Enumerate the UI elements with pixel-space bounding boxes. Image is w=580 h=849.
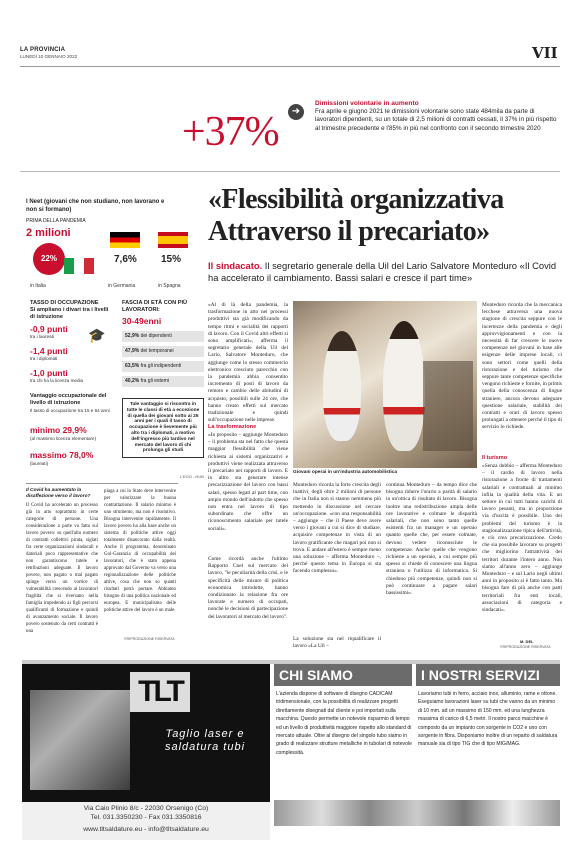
graphic-credit: L'EGO - HUB bbox=[180, 474, 204, 479]
article-column-4: Monteduro ricorda che la meccanica lecchese attraversa una nuova stagione di crescita seppure con le incertezze della pandemia e degli approvvigionamenti e con la necessità di far crescere le nuove competenze nei giovani in base alle esigenze delle imprese locali, ci sono settori come quelli della ristorazione e del turismo che seppure tante competenze specifiche vengono richieste e fornite, in primis quella della conoscenza di lingue straniere, ancora devono adeguare questione salariale, stabilità dei contratti e orari di lavoro spesso prolungati a ottenere perché il tipo di servizio lo richiede. bbox=[482, 302, 562, 431]
advantage-min: minimo 29,9% bbox=[30, 425, 87, 435]
neet-title: I Neet (giovani che non studiano, non lavorano e non si formano) bbox=[26, 199, 165, 213]
country-name-germany: in Germania bbox=[108, 283, 136, 289]
employment-value: -1,0 punti bbox=[30, 368, 68, 378]
worker-figure bbox=[323, 331, 361, 441]
ad-contact bbox=[22, 802, 270, 826]
advantage-title: Vantaggio occupazionale del livello di istruzione bbox=[30, 393, 107, 406]
header-rule bbox=[20, 66, 560, 67]
sidebar-column-2: piaga a cui lo Stato deve intervenire per valorizzare la buona contrattazione. Il salario minimo è uno strumento, ma non è risolutivo. Bisogna intervenire rapidamente. Il lavoro povero ha alla base anche un sistema di politiche attive oggi totalmente disancorato dalla realtà. Anche il programma, denominato Gol-Garanzia di occupabilità dei lavoratori, che è stato appena approvato dal Governo va verso una regionalizzazione delle politiche attive, cosa che non so quanti risultati potrà portare. Abbiamo bisogno di una politica nazionale ed europea. E municipalismo delle politiche attive del lavoro è un male. bbox=[104, 489, 176, 613]
article-column-1c: Come ricordà anche l'ultimo Rapporto Cnel sul mercato del lavoro, "le peculiarità della crisi, e le specificità delle misure di politica economica introdotte, hanno condizionato la relazione fra ore lavorate e numero di occupati, nonché le decisioni di partecipazione dei lavoratori al mercato del lavoro". bbox=[208, 556, 288, 620]
spain-flag-icon bbox=[158, 232, 188, 248]
article-headline: «Flessibilità organizzativa Attraverso il precariato» bbox=[208, 184, 504, 247]
ad-who-title: CHI SIAMO bbox=[274, 664, 412, 686]
age-band-row: 63,5% fra gli indipendenti bbox=[122, 361, 204, 372]
ad-logo: TLT bbox=[130, 672, 190, 712]
ad-product-strip bbox=[274, 800, 560, 826]
age-band-title: FASCIA DI ETÀ CON PIÙ LAVORATORI: bbox=[122, 300, 188, 313]
laser-machine-image bbox=[30, 690, 130, 790]
subhead-tourism: Il turismo bbox=[482, 455, 508, 461]
ad-address: Via Caio Plinio 8/c - 22030 Orsenigo (Co) bbox=[83, 805, 209, 812]
neet-subtitle: PRIMA DELLA PANDEMIA bbox=[26, 218, 86, 224]
photo-caption: Giovani operai in un'industria automobilistica bbox=[293, 470, 398, 475]
factory-workers-photo bbox=[293, 301, 477, 468]
article-credit: ©RIPRODUZIONE RISERVATA bbox=[500, 645, 551, 649]
article-column-1b: «In proposito – aggiunge Monteduro – il problema sta nel fatto che questa maggior flessibilità che viene richiesta ai sistemi organizzativi e produttivi viene realizzata attraverso il precariato nei rapporti di lavoro. E in altro sta generare intense precarizzazione del lavoro con bassi salari, spesso legati al part time, con ampio mondo dell'indotto che spesso non entra nel lavoro di tipo subordinato che offre un riconoscimento salariale per tutele sociali». bbox=[208, 432, 288, 532]
article-column-1: «Al di là della pandemia, la trasformazione in atto nei processi produttivi sta già modificando da tempo ritmi e socialità dei rapporti di lavoro. Con il Covid altri effetti si sono amplificati», afferma il segretario generale della Uil del Lario, Salvatore Monteduro, che aggiunge come lo stesso commercio elettronico cresciuto parecchio con la pandemia abbia consentito incremento di posti di lavoro da remoto e cambio delle abitudini di acquisto, possibili sulle 24 ore, che hanno creato effetti sul mercato tradizionale e quindi sull'occupazione nelle imprese. bbox=[208, 302, 288, 424]
ad-phones: Tel. 031.3350230 - Fax 031.3350816 bbox=[90, 814, 202, 821]
country-name-italy: in Italia bbox=[30, 283, 46, 289]
employment-value: -1,4 punti bbox=[30, 346, 68, 356]
employment-item bbox=[30, 346, 68, 362]
age-band-row: 40,2% fra gli esterni bbox=[122, 376, 204, 387]
ad-web-link[interactable]: www.tltsaldature.eu - info@tltsaldature.eu bbox=[22, 826, 270, 840]
ad-who-text: L'azienda dispone di software di disegno CAD/CAM tridimensionale, con la possibilità di realizzare progetti direttamente disegnati dal cliente e poi importati sulla macchina. Questo permette un notevole risparmio di tempo ed un livello di produttività maggiore rispetto allo standard di mercato attuale. Oltre al disegno del singolo tubo siamo in grado di realizzare strutture metalliche in tubolari di notevole complessità. bbox=[276, 691, 412, 756]
country-pct-germany: 7,6% bbox=[114, 254, 137, 265]
subhead-transformation: La trasformazione bbox=[208, 424, 257, 430]
employment-item bbox=[30, 324, 68, 340]
advantage-max-note: (laureati) bbox=[30, 461, 49, 466]
stat-title: Dimissioni volontarie in aumento bbox=[315, 100, 419, 107]
sidebar-question: Il Covid ha aumentato la disaffezione verso il lavoro? bbox=[26, 488, 91, 499]
graduate-cap-icon: 🎓 bbox=[88, 328, 106, 344]
author-signature: M. DEL bbox=[520, 639, 534, 644]
advantage-max: massimo 78,0% bbox=[30, 450, 94, 460]
advantage-min-note: (al massimo licenza elementare) bbox=[30, 436, 97, 441]
side-note: Tale vantaggio si riscontra in tutte le classi di età a eccezione di quella dei giovani sotto ai 25 anni per i quali il tasso di occupazione è lievemente più alto tra i diplomati, a motivo dell'ingresso più tardivo nel mercato del lavoro di chi prolunga gli studi bbox=[122, 398, 204, 458]
kicker: Il sindacato. bbox=[208, 260, 263, 271]
employment-label: tra chi ha la licenza media bbox=[30, 378, 84, 383]
employment-subtitle: Si ampliano i divari tra i livelli di istruzione bbox=[30, 307, 109, 320]
neet-total: 2 milioni bbox=[26, 227, 71, 239]
machinery-shape bbox=[423, 361, 473, 451]
age-band-row: 47,9% dei temporanei bbox=[122, 346, 204, 357]
ad-services-text: Lavoriamo tubi in ferro, acciaio inox, alluminio, rame e ottone. Eseguiamo lavorazioni laser su tubi che vanno da un minimo di 10 mm. ad un massimo di 150 mm. ed una lunghezza massima di carico di 6,5 metri. Il nostro parco macchine è composto da un impianto con sorgente in CO2 e uno con sorgente in fibra. Disponiamo inoltre di un reparto di saldatura manuale sia di tipo TIG che di tipo MIG/MAG. bbox=[418, 691, 558, 748]
worker-figure bbox=[383, 321, 425, 451]
age-band-rows bbox=[122, 331, 204, 387]
advantage-sub: Il tasso di occupazione tra 15 e 64 anni bbox=[30, 408, 110, 413]
germany-flag-icon bbox=[110, 232, 140, 248]
sidebar-credit: ©RIPRODUZIONE RISERVATA bbox=[124, 637, 175, 641]
stat-body: Fra aprile e giugno 2021 le dimissioni volontarie sono state 484mila da parte di lavoratori dipendenti, su un totale di 2,5 milioni di contratti cessati, il 37% in più rispetto al trimestre precedente e l'85% in più nel confronto con il secondo trimestre 2020 bbox=[315, 108, 557, 132]
employment-title: TASSO DI OCCUPAZIONE bbox=[30, 300, 99, 306]
country-name-spain: in Spagna bbox=[158, 283, 181, 289]
country-pct-spain: 15% bbox=[161, 254, 182, 265]
article-column-3: continua Monteduro – da tempo dice che bisogna ridurre l'orario a parità di salario in un'ottica di risultato di lavoro. Bisogna inoltre una redistribuzione ampia delle ore lavorative e colmare le disparità salariali, che non sono tanto quelle esistenti fra un manager e un operaio quanto quelle che, per essere colmate, devono vedere riconosciute le competenze. Anche quelle che vengono richieste a un operaio, a cui sempre più spesso si chiede di conoscere una lingua straniera o l'utilizzo di informatica. Si chiedono più competenze, quindi non si può continuare a pagare salari bassissimi». bbox=[386, 482, 477, 597]
employment-item bbox=[30, 368, 83, 384]
newspaper-name: LA PROVINCIA bbox=[20, 47, 66, 53]
country-pct-italy: 22% bbox=[33, 243, 65, 275]
employment-label: tra i laureati bbox=[30, 334, 55, 339]
ad-tagline: Taglio laser e saldatura tubi bbox=[164, 728, 246, 753]
section-rule bbox=[20, 171, 560, 172]
left-rule bbox=[26, 483, 178, 484]
ad-services-title: I NOSTRI SERVIZI bbox=[416, 664, 560, 686]
article-column-4b: «Senza dubbio – afferma Monteduro – il cardio di lavoro nella ristorazione a fronte di trattamenti salariali e contrattuali al minimo infila la qualità della vita. E un settore in cui tutti hanno carichi di lavoro pesanti, ma in proporzione via d'uscita è possibile. Uno dei problemi del turismo è la stagionalizzazione tipica dell'attività, e ciò crea precarizzazione. Credo che sia possibile lavorare su progetti che migliorino l'attrattività dei territori durante l'intero anno. Non siamo all'anno zero – aggiunge Monteduro – e sul Lario negli ultimi anni in proposito si è fatto tanto. Ma bisogna fare di più anche con patti territoriali fra enti locali, associazioni di categoria e sindacati». bbox=[482, 463, 562, 614]
article-column-2b: La soluzione sta nel riqualificare il lavoro «La Uil – bbox=[293, 636, 381, 650]
sidebar-column-1: Il Covid ha accelerato un processo già in atto soprattutto in certe categorie di persone. Una considerazione a parte va fatta sul lavoro povero: su quell'alto numero di contratti collettivi pirata, siglati fra certe organizzazioni sindacali e datoriali poco rappresentative che non garantiscono tutele e retribuzioni adeguate. Il lavoro povero, non pagato o mal pagato spinge verso un vortice di vulnerabilità crescendo al lavoratori fragilità che si riversano nella famiglia impedendo ai figli percorsi qualificanti di formazione e quindi di avanzamento sociale. Il lavoro povero sostenuto da certi contratti è una bbox=[26, 503, 98, 634]
article-column-2: Monteduro ricorda la forte crescita degli inattivi, degli oltre 2 milioni di persone che in Italia non si stanno nemmeno più mettendo in discussione nel cercare un'occupazione. «con una responsabilità – aggiunge – che il Paese deve avere verso i giovani a cui si dice di studiare, acquisire competenze in vista di un lavoro gratificante che magari poi non si trova. E andare all'estero è sempre meno una soluzione – afferma Monteduro –, perché questo tema in Europa si sta facendo complesso». bbox=[293, 482, 381, 575]
page-number: VII bbox=[532, 44, 558, 62]
big-stat-value: +37% bbox=[182, 109, 279, 155]
italy-flag-icon bbox=[64, 258, 94, 274]
stat-arrow-icon: ➜ bbox=[288, 104, 304, 120]
employment-value: -0,9 punti bbox=[30, 324, 68, 334]
employment-label: tra i diplomati bbox=[30, 356, 58, 361]
issue-date: LUNEDÌ 10 GENNAIO 2022 bbox=[20, 54, 78, 59]
article-standfirst: Il sindacato. Il segretario generale della Uil del Lario Salvatore Monteduro «Il Covid ha accelerato il cambiamento. Bassi salari e cresce il part time» bbox=[208, 260, 557, 283]
age-band-value: 30-49enni bbox=[122, 316, 162, 326]
age-band-row: 52,9% dei dipendenti bbox=[122, 331, 204, 342]
